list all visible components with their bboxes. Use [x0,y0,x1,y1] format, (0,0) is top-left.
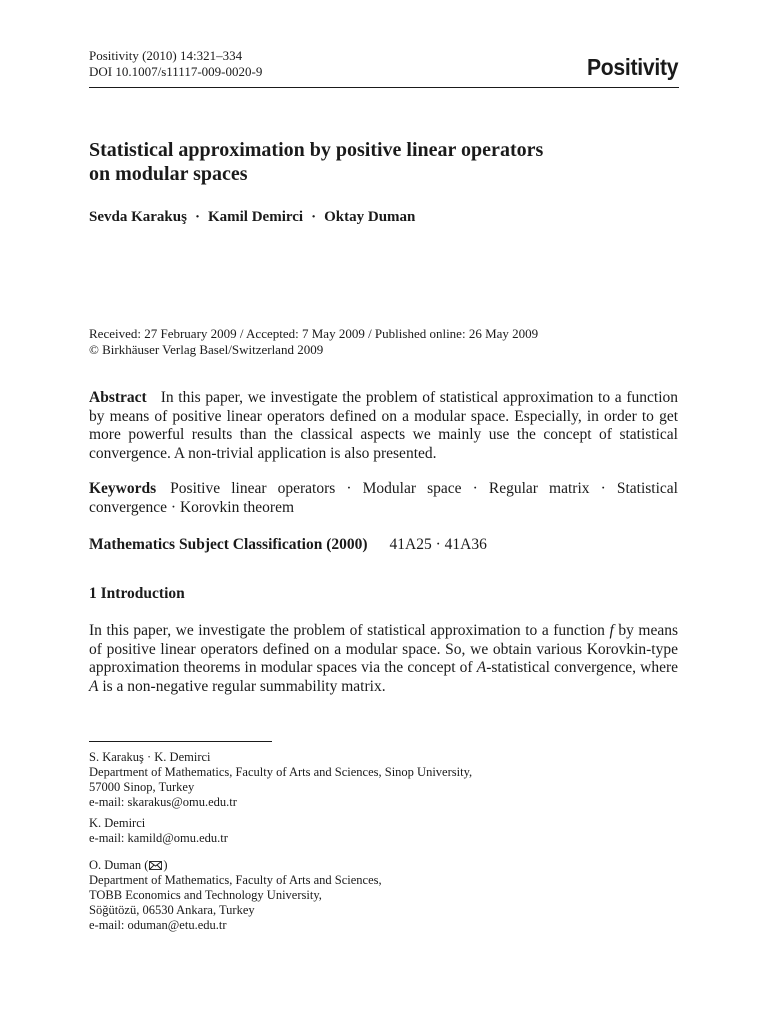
footnote-name: K. Demirci [89,816,146,830]
journal-name: Positivity [586,54,678,80]
footnote-affiliation-3 [89,858,679,933]
footnote-address-line: TOBB Economics and Technology University, [89,888,322,902]
author-separator: · [194,209,200,225]
footnote-address-line: Department of Mathematics, Faculty of Arts and Sciences, Sinop University, [89,765,473,779]
keywords-text: Positive linear operators · Modular space · Regular matrix · Statistical convergence · Korovkin theorem [89,480,678,516]
abstract-text: In this paper, we investigate the problem of statistical approximation to a function by means of positive linear operators defined on a modular space. Especially, in order to get more powerful results than the classical aspects we mainly use the concept of statistical convergence. A non-trivial application is also presented. [89,389,678,462]
footnote-email: e-mail: oduman@etu.edu.tr [89,918,227,932]
publication-dates: Received: 27 February 2009 / Accepted: 7 May 2009 / Published online: 26 May 2009 [89,326,539,341]
keywords-label: Keywords [89,480,157,497]
footnote-address-line: Söğütözü, 06530 Ankara, Turkey [89,903,255,917]
intro-text-2: by means of positive linear operators defined on a modular space. So, we obtain various Korovkin-type approximation theorems in modular spaces via the concept of [89,622,678,676]
footnote-affiliation-1 [89,750,679,810]
author-3: Oktay Duman [324,209,416,225]
copyright: © Birkhäuser Verlag Basel/Switzerland 2009 [89,342,324,357]
footnote-email: e-mail: skarakus@omu.edu.tr [89,795,237,809]
math-var-A: A [476,659,487,676]
footnote-name: O. Duman ( [89,858,149,872]
header-divider [89,87,679,88]
intro-text-1: In this paper, we investigate the problem of statistical approximation to a function [89,622,605,639]
math-var-f: f [609,622,614,639]
footnote-email: e-mail: kamild@omu.edu.tr [89,831,228,845]
msc-label: Mathematics Subject Classification (2000) [89,536,368,553]
math-var-A: A [89,677,99,695]
introduction-paragraph [89,622,678,696]
footnote-corresponding-author [89,858,679,873]
footnote-name-close: ) [163,858,168,872]
citation: Positivity (2010) 14:321–334 [89,48,243,63]
footnote-divider [89,741,272,742]
footnote-names: S. Karakuş · K. Demirci [89,750,211,764]
author-1: Sevda Karakuş [89,209,187,225]
author-list [89,209,415,226]
footnote-affiliation-2 [89,816,679,846]
keywords [89,480,678,517]
author-separator: · [311,209,317,225]
abstract [89,389,678,463]
publication-info [89,326,538,358]
section-heading-introduction: 1 Introduction [89,585,185,602]
citation-block [89,48,262,80]
envelope-icon [149,861,162,870]
author-2: Kamil Demirci [207,209,304,225]
article-title [89,138,679,186]
msc-codes: 41A25 · 41A36 [389,536,487,553]
doi: DOI 10.1007/s11117-009-0020-9 [89,64,263,79]
footnote-address-line: Department of Mathematics, Faculty of Arts and Sciences, [89,873,382,887]
title-line-2: on modular spaces [89,163,248,185]
subject-classification [89,536,678,555]
abstract-label: Abstract [89,389,147,406]
intro-text-4: is a non-negative regular summability matrix. [102,677,386,695]
intro-text-3: -statistical convergence, where [486,659,678,676]
title-line-1: Statistical approximation by positive linear operators [89,139,544,161]
footnote-address-line: 57000 Sinop, Turkey [89,780,195,794]
